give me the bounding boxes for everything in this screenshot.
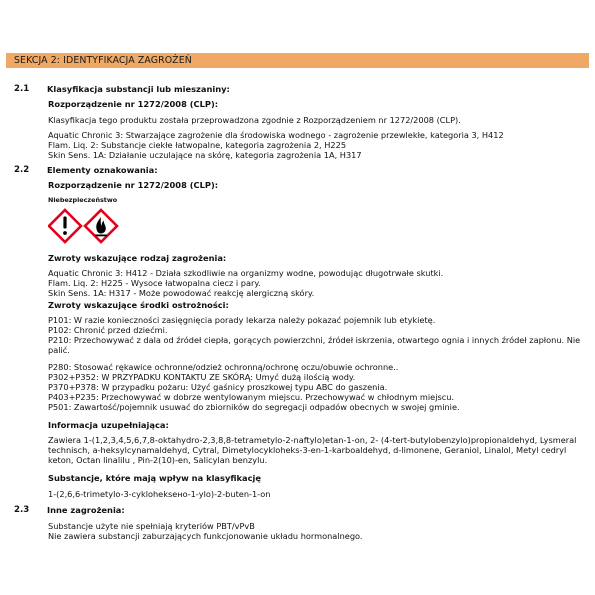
subsection-heading-2-3: Inne zagrożenia: xyxy=(47,505,125,515)
flame-icon xyxy=(85,210,117,242)
classifying-substances-heading: Substancje, które mają wpływ na klasyfikację xyxy=(48,473,262,483)
precautionary-statement: P302+P352: W PRZYPADKU KONTAKTU ZE SKÓRĄ: Umyć dużą ilością wody. xyxy=(48,372,356,383)
other-hazards-list xyxy=(48,521,363,541)
precautionary-statement: P403+P235: Przechowywać w dobrze wentylowanym miejscu. Przechowywać w chłodnym miejscu. xyxy=(48,392,455,403)
precautionary-statements-heading: Zwroty wskazujące środki ostrożności: xyxy=(48,300,229,310)
hazard-statement: Flam. Liq. 2: H225 - Wysoce łatwopalna ciecz i pary. xyxy=(48,278,261,289)
precautionary-statement: P370+P378: W przypadku pożaru: Użyć gaśnicy proszkowej typu ABC do gaszenia. xyxy=(48,382,388,393)
regulation-label: Rozporządzenie nr 1272/2008 (CLP): xyxy=(48,180,219,190)
precautionary-statement: P101: W razie konieczności zasięgnięcia porady lekarza należy pokazać pojemnik lub etykietę. xyxy=(48,315,436,325)
section-title: SEKCJA 2: IDENTYFIKACJA ZAGROŻEŃ xyxy=(14,55,192,66)
subsection-number-2-2: 2.2 xyxy=(14,165,30,175)
other-hazard-line: Substancje użyte nie spełniają kryteriów PBT/vPvB xyxy=(48,521,255,531)
classification-item: Skin Sens. 1A: Działanie uczulające na skórę, kategoria zagrożenia 1A, H317 xyxy=(48,150,362,161)
precautionary-statement: P102: Chronić przed dziećmi. xyxy=(48,325,168,336)
subsection-heading-2-1: Klasyfikacja substancji lub mieszaniny: xyxy=(47,84,230,94)
classification-list xyxy=(48,130,504,160)
precautionary-statement: P501: Zawartość/pojemnik usuwać do zbiorników do segregacji odpadów obecnych w swojej gminie. xyxy=(48,402,460,413)
precautionary-list-1 xyxy=(48,315,583,355)
classification-item: Flam. Liq. 2: Substancje ciekłe łatwopalne, kategoria zagrożenia 2, H225 xyxy=(48,140,347,151)
supplementary-info-heading: Informacja uzupełniająca: xyxy=(48,420,169,430)
subsection-number-2-3: 2.3 xyxy=(14,505,30,515)
exclamation-mark-icon xyxy=(49,210,81,242)
classifying-substances-text: 1-(2,6,6-trimetylo-3-cykloheksено-1-ylo)-2-buten-1-on xyxy=(48,489,271,499)
hazard-statement: Aquatic Chronic 3: H412 - Działa szkodliwie na organizmy wodne, powodując długotrwałe skutki. xyxy=(48,268,444,278)
hazard-statement: Skin Sens. 1A: H317 - Może powodować reakcję alergiczną skóry. xyxy=(48,288,315,299)
other-hazard-line: Nie zawiera substancji zaburzających funkcjonowanie układu hormonalnego. xyxy=(48,531,363,542)
subsection-heading-2-2: Elementy oznakowania: xyxy=(47,165,158,175)
classification-item: Aquatic Chronic 3: Stwarzające zagrożenie dla środowiska wodnego - zagrożenie przewlekłe, kategoria 3, H412 xyxy=(48,130,504,140)
hazard-statements-list xyxy=(48,268,443,298)
section-header-bar xyxy=(6,53,589,68)
hazard-statements-heading: Zwroty wskazujące rodzaj zagrożenia: xyxy=(48,253,227,263)
subsection-number-2-1: 2.1 xyxy=(14,84,30,94)
regulation-label: Rozporządzenie nr 1272/2008 (CLP): xyxy=(48,99,219,109)
hazard-pictograms xyxy=(48,208,122,248)
precautionary-statement: P210: Przechowywać z dala od źródeł ciepła, gorących powierzchni, źródeł iskrzenia, otwartego ognia i innych źródeł zapłonu. Nie palić. xyxy=(48,335,581,356)
supplementary-info-text: Zawiera 1-(1,2,3,4,5,6,7,8-oktahydro-2,3,8,8-tetrametylo-2-naftylo)etan-1-on, 2- (4-tert-butylobenzylo)propionaldehyd, Lysmeral technisch, a-heksylcynamaldehyd, Cytral, Dimetylocykloheks-3-en-1-karboaldehyd, d-limonene, Geraniol, Linalol, Metyl cedryl keton, Octan linaliIu , Pin-2(10)-en, Salicylan benzylu. xyxy=(48,435,577,466)
signal-word: Niebezpieczeństwo xyxy=(48,196,118,204)
precautionary-statement: P280: Stosować rękawice ochronne/odzież ochronną/ochronę oczu/obuwie ochronne.. xyxy=(48,362,399,372)
classification-intro: Klasyfikacja tego produktu została przeprowadzona zgodnie z Rozporządzeniem nr 1272/2008 (CLP). xyxy=(48,115,461,125)
precautionary-list-2 xyxy=(48,362,460,412)
